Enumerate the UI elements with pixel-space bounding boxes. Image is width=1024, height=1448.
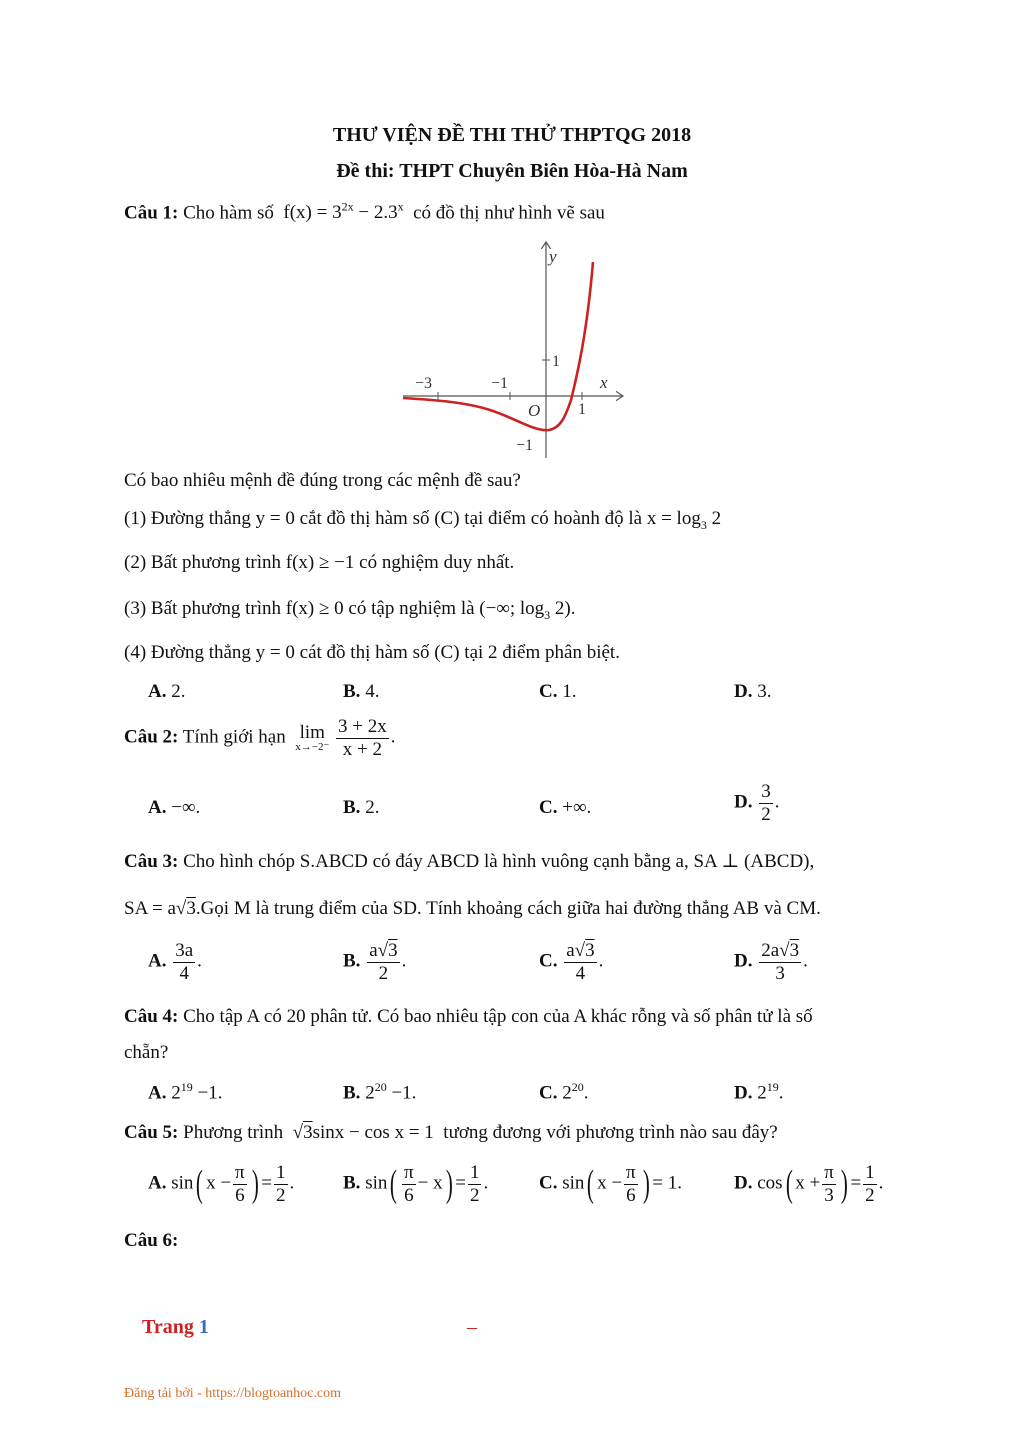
function-expression: $f(x) = 3^{2x} - 2.3^x$	[283, 200, 404, 224]
question-label: Câu 1:	[124, 202, 179, 224]
question-2-stem: Câu 2: Tính giới hạn lim x→−2⁻ $\frac{3 + 2x}{x + 2}$ .	[124, 716, 396, 760]
function-graph	[395, 232, 635, 464]
q3-option-d: D. $\frac{2a√3}{3}$ .	[734, 940, 808, 984]
question-5-stem: Câu 5: Phương trình √3sinx − cos x = 1 tương đương với phương trình nào sau đây?	[124, 1122, 778, 1143]
function-curve	[403, 262, 593, 430]
q1-option-a: A. 2.	[148, 681, 186, 702]
q3-option-a: A. $\frac{3a}{4}$ .	[148, 940, 202, 984]
tick-label-xneg1: −1	[491, 375, 509, 392]
axis-y-label: y	[549, 247, 557, 266]
q1-option-b: B. 4.	[343, 681, 380, 702]
q5-option-a: A. sin( x − $\frac{\pi}{6}$ ) = $\frac{1}{2}$ .	[148, 1162, 295, 1206]
tick-label-yneg1: −1	[516, 437, 534, 454]
tick-label-x1: 1	[578, 401, 586, 418]
tick-label-y1: 1	[552, 353, 560, 370]
statement-3: (3) Bất phương trình f(x) ≥ 0 có tập nghiệm là (−∞; $\log_3 2$).	[124, 598, 576, 622]
statement-2: (2) Bất phương trình f(x) ≥ −1 có nghiệm duy nhất.	[124, 552, 515, 573]
q2-option-a: A. −∞.	[148, 797, 201, 818]
page-title: THƯ VIỆN ĐỀ THI THỬ THPTQG 2018	[332, 124, 692, 146]
question-text-2: có đồ thị như hình vẽ sau	[413, 202, 605, 224]
question-4-line1: Câu 4: Cho tập A có 20 phân tử. Có bao nhiêu tập con của A khác rỗng và số phân tử là số	[124, 1006, 813, 1027]
q2-option-c: C. +∞.	[539, 797, 592, 818]
q1-option-c: C. 1.	[539, 681, 577, 702]
page-number: Trang 1	[142, 1316, 209, 1338]
question-3-line2: SA = a√3.Gọi M là trung điểm của SD. Tính khoảng cách giữa hai đường thẳng AB và CM.	[124, 898, 821, 919]
axis-x-label: x	[600, 373, 608, 392]
q5-option-d: D. cos( x + $\frac{\pi}{3}$ ) = $\frac{1}{2}$ .	[734, 1162, 884, 1206]
statement-4: (4) Đường thẳng y = 0 cát đồ thị hàm số (C) tại 2 điểm phân biệt.	[124, 642, 620, 663]
q1-option-d: D. 3.	[734, 681, 772, 702]
q3-option-b: B. $\frac{a√3}{2}$ .	[343, 940, 407, 984]
question-1-prompt: Có bao nhiêu mệnh đề đúng trong các mệnh đề sau?	[124, 470, 521, 491]
q4-option-a: A. $2^{19} -1$.	[148, 1080, 223, 1104]
origin-label: O	[528, 401, 541, 420]
q3-option-c: C. $\frac{a√3}{4}$ .	[539, 940, 604, 984]
question-4-line2: chẵn?	[124, 1042, 169, 1063]
statement-1: (1) Đường thẳng y = 0 cắt đồ thị hàm số (C) tại điểm có hoành độ là $x = \log_3 2$	[124, 508, 722, 532]
limit-fraction: $\frac{3 + 2x}{x + 2}$	[338, 716, 387, 760]
page-subtitle: Đề thi: THPT Chuyên Biên Hòa-Hà Nam	[336, 160, 688, 182]
q4-option-b: B. $2^{20} -1$.	[343, 1080, 417, 1104]
footer-dash: –	[467, 1316, 477, 1338]
q2-option-d: D. $\frac{3}{2}$ .	[734, 781, 780, 825]
q2-option-b: B. 2.	[343, 797, 380, 818]
tick-label-xneg3: −3	[415, 375, 433, 392]
q4-option-c: C. $2^{20}$.	[539, 1080, 589, 1104]
question-3-line1: Câu 3: Cho hình chóp S.ABCD có đáy ABCD là hình vuông cạnh bằng a, SA ⊥ (ABCD),	[124, 851, 815, 872]
credit-link[interactable]: Đăng tải bởi - https://blogtoanhoc.com	[124, 1386, 341, 1401]
q5-option-b: B. sin( $\frac{\pi}{6}$ − x) = $\frac{1}{2}$ .	[343, 1162, 489, 1206]
question-text: Cho hàm số	[183, 202, 274, 224]
limit-operator: lim x→−2⁻	[295, 722, 330, 754]
question-1-stem	[124, 200, 605, 224]
q5-option-c: C. sin( x − $\frac{\pi}{6}$ ) = 1.	[539, 1162, 683, 1206]
q4-option-d: D. $2^{19}$.	[734, 1080, 784, 1104]
question-6-label: Câu 6:	[124, 1230, 179, 1251]
